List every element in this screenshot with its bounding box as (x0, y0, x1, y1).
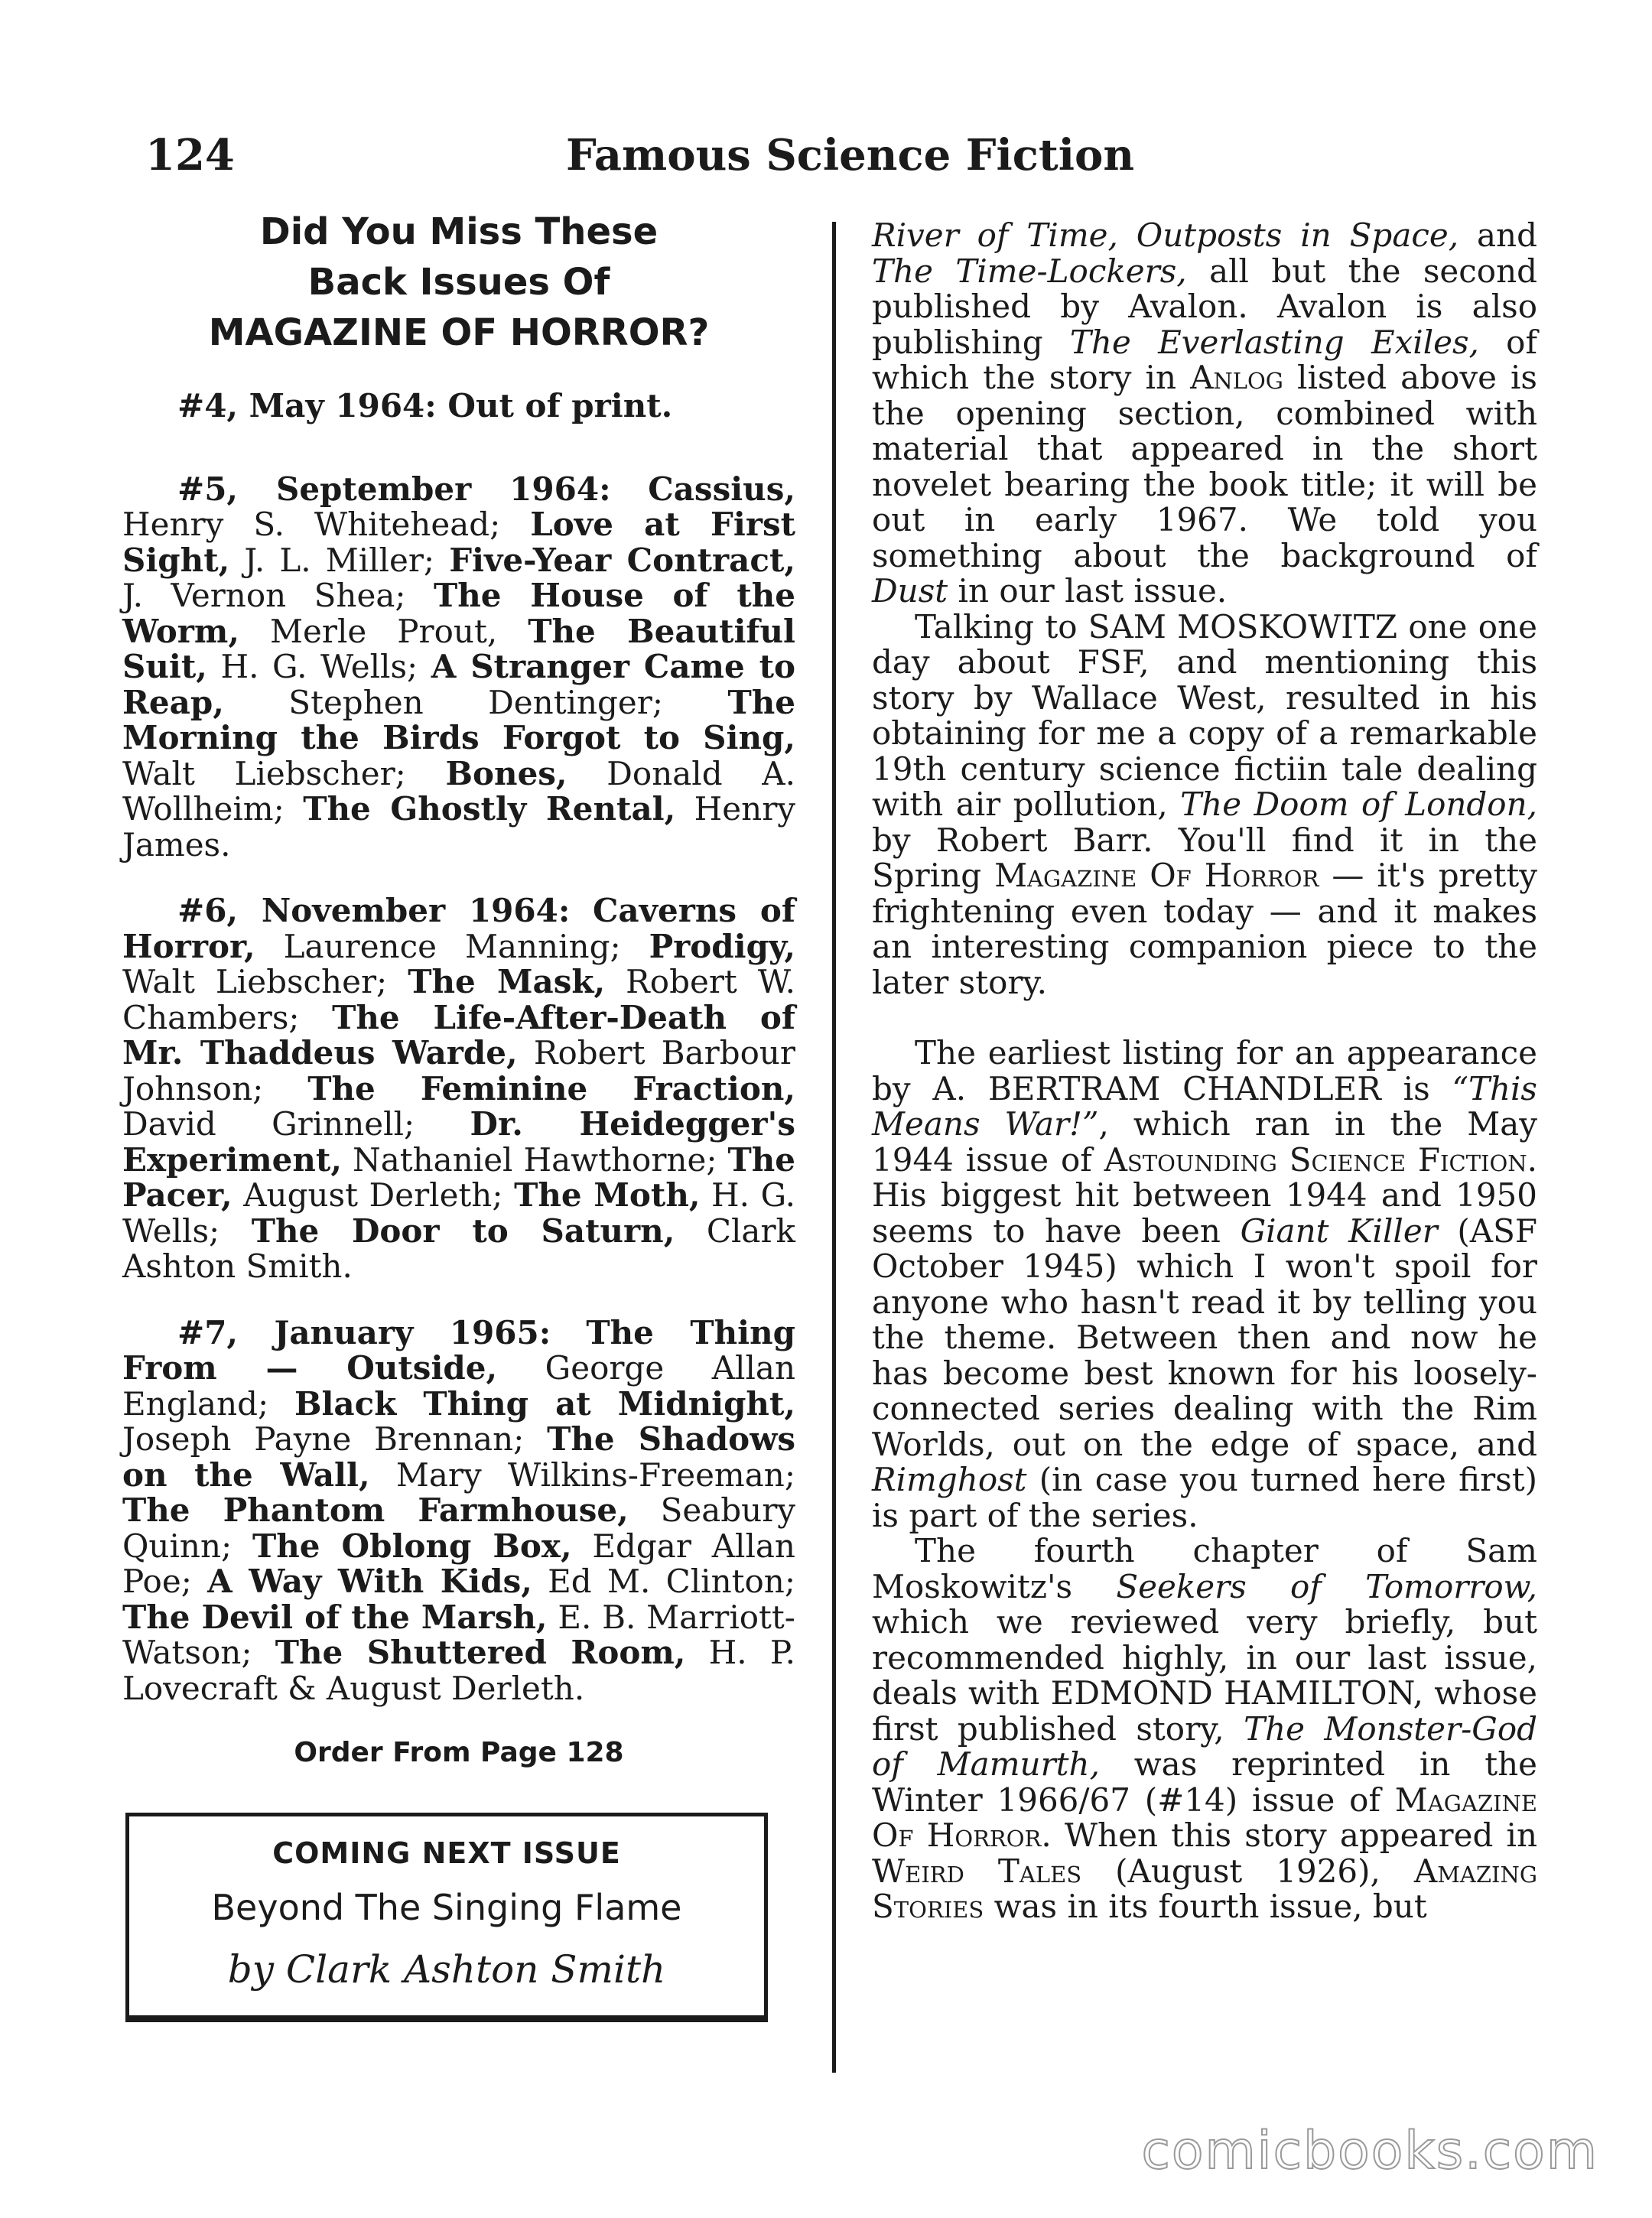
text-run: was reprinted in the Winter 1966/67 (#14) issue of (872, 1745, 1537, 1819)
issue-label: #7, January 1965: (177, 1313, 551, 1351)
coming-next-box (125, 1813, 768, 2022)
issue-entry (122, 893, 795, 1285)
column-divider (832, 222, 836, 2073)
text-run: of which the story in (872, 323, 1538, 396)
story-title: The Moth, (514, 1176, 701, 1214)
story-author: H. G. Wells; (122, 1176, 795, 1250)
small-caps-name: Magazine Of Horror (994, 857, 1319, 894)
coming-next-story: Beyond The Singing Flame (211, 1887, 682, 1928)
italic-title: River of Time, Outposts in Space, (872, 216, 1459, 254)
story-author: Joseph Payne Brennan; (122, 1420, 548, 1458)
text-run: — it's pretty frightening even today — and it makes an interesting companion piece to the later story. (872, 857, 1537, 1001)
story-author: Seabury Quinn; (122, 1491, 795, 1565)
coming-next-title: COMING NEXT ISSUE (272, 1836, 621, 1870)
story-title: The Phantom Farmhouse, (122, 1491, 629, 1529)
order-line: Order From Page 128 (294, 1737, 624, 1768)
story-title: Five-Year Contract, (449, 541, 795, 579)
text-run: When this story appeared in (1051, 1816, 1538, 1854)
story-title: The Feminine Fraction, (307, 1069, 795, 1107)
article-column (872, 218, 1537, 1925)
watermark: comicbooks.com (1141, 2121, 1598, 2181)
story-author: Henry James. (122, 790, 796, 863)
story-title: The Morning the Birds Forgot to Sing, (122, 683, 795, 756)
story-author: Laurence Manning; (255, 927, 649, 965)
text-run: Talking to SAM MOSKOWITZ one one day about FSF, and mentioning this story by Wallace West, resulted in his obtaining for me a copy of a remarkable 19th century science fictiin tale dealing with air pollution, (872, 607, 1537, 823)
issue-label: #6, November 1964: (177, 892, 571, 929)
italic-title: The Time-Lockers, (872, 252, 1187, 290)
story-author: David Grinnell; (122, 1105, 470, 1143)
text-run: was in its fourth issue, but (984, 1888, 1427, 1925)
story-title: The Thing From — Outside, (122, 1313, 795, 1387)
text-run: The fourth chapter of Sam Moskowitz's (872, 1532, 1537, 1605)
story-author: J. L. Miller; (229, 541, 450, 579)
story-author: Henry S. Whitehead; (122, 506, 531, 543)
text-run: (August 1926), (1081, 1852, 1414, 1890)
story-author: August Derleth; (232, 1176, 515, 1214)
text-run: The earliest listing for an appearance by A. BERTRAM CHANDLER is (872, 1034, 1537, 1107)
article-paragraph (872, 218, 1537, 610)
small-caps-name: Astounding Science Fiction. (1104, 1140, 1537, 1179)
page-number: 124 (145, 130, 235, 180)
article-paragraph (872, 607, 1537, 1001)
story-author: H. G. Wells; (206, 648, 431, 685)
issue-entry (122, 472, 795, 863)
text-run: (ASF October 1945) which I won't spoil for anyone who hasn't read it by telling you the theme. Between then and now he has become best known for his loosely-connected series dealing with the Rim Worlds, out on the edge of space, and (872, 1211, 1537, 1463)
article-paragraph (872, 1036, 1537, 1533)
italic-title: Rimghost (872, 1461, 1027, 1498)
story-title: The Ghostly Rental, (303, 790, 676, 828)
text-run: His biggest hit between 1944 and 1950 seems to have been (872, 1176, 1537, 1250)
italic-title: The Doom of London, (1180, 785, 1537, 823)
story-author: H. P. Lovecraft & August Derleth. (122, 1634, 795, 1707)
issue-entry (122, 389, 795, 424)
story-title: A Way With Kids, (207, 1563, 532, 1600)
text-run: and (1459, 216, 1537, 254)
story-title: The Life-After-Death of Mr. Thaddeus Warde, (122, 998, 795, 1072)
story-title: Love at First Sight, (122, 506, 795, 579)
coming-next-author: by Clark Ashton Smith (227, 1947, 666, 1992)
story-title: Dr. Heidegger's Experiment, (122, 1105, 795, 1179)
story-author: Merle Prout, (239, 612, 528, 650)
story-author: Nathaniel Hawthorne; (341, 1140, 728, 1179)
italic-title: Dust (872, 572, 948, 610)
italic-title: Seekers of Tomorrow, (1116, 1567, 1537, 1605)
ad-heading-line: MAGAZINE OF HORROR? (208, 311, 710, 354)
story-author: E. B. Marriott-Watson; (122, 1598, 795, 1671)
story-author: Robert Barbour Johnson; (122, 1034, 795, 1107)
story-author: Ed M. Clinton; (532, 1563, 795, 1600)
story-title: The Beautiful Suit, (122, 612, 795, 685)
story-author: Walt Liebscher; (122, 754, 446, 792)
story-title: Prodigy, (649, 927, 795, 965)
story-title: The Oblong Box, (252, 1527, 572, 1565)
story-title: The House of the Worm, (122, 577, 796, 650)
story-author: Mary Wilkins-Freeman; (369, 1455, 795, 1494)
italic-title: The Everlasting Exiles, (1069, 323, 1479, 361)
italic-title: Giant Killer (1240, 1211, 1438, 1250)
story-title: Black Thing at Midnight, (294, 1384, 795, 1423)
issue-label: #4, May 1964: Out of print. (177, 387, 673, 424)
text-run: which we reviewed very briefly, but recommended highly, in our last issue, deals with EDMOND HAMILTON, whose first published story, (872, 1603, 1537, 1748)
story-title: Cassius, (648, 470, 795, 508)
story-title: The Shadows on the Wall, (122, 1420, 795, 1494)
story-title: A Stranger Came to Reap, (122, 648, 796, 721)
issue-entry (122, 1313, 795, 1707)
text-run: by Robert Barr. You'll find it in the Spring (872, 821, 1537, 894)
page-header (145, 130, 1545, 199)
text-run: (in case you turned here first) is part of the series. (872, 1461, 1537, 1534)
italic-title: The Monster-God of Mamurth, (872, 1709, 1538, 1783)
text-run: in our last issue. (948, 572, 1228, 610)
story-title: The Shuttered Room, (275, 1634, 686, 1671)
story-author: Stephen Dentinger; (223, 683, 728, 721)
story-title: The Devil of the Marsh, (122, 1598, 548, 1636)
text-run: , which ran in the May 1944 issue of (872, 1105, 1537, 1179)
story-author: George Allan England; (122, 1349, 795, 1423)
ad-heading-line: Back Issues Of (307, 261, 610, 304)
story-author: Donald A. Wollheim; (122, 754, 795, 828)
story-title: The Pacer, (122, 1140, 795, 1214)
story-author: J. Vernon Shea; (122, 577, 434, 614)
story-author: Clark Ashton Smith. (122, 1211, 795, 1285)
issue-label: #5, September 1964: (177, 470, 611, 508)
text-run: all but the second published by Avalon. Avalon is also publishing (872, 252, 1538, 361)
small-caps-name: Weird Tales (872, 1852, 1082, 1890)
story-title: Bones, (445, 754, 567, 792)
story-author: Walt Liebscher; (122, 963, 408, 1000)
issue-list (122, 389, 795, 1706)
small-caps-name: Magazine Of Horror. (872, 1781, 1537, 1854)
story-title: The Mask, (408, 963, 606, 1000)
story-title: The Door to Saturn, (251, 1211, 675, 1250)
small-caps-name: Anlog (1190, 359, 1283, 396)
back-issues-ad (122, 207, 795, 2022)
story-author: Edgar Allan Poe; (122, 1527, 795, 1600)
italic-title: “This Means War!” (872, 1069, 1537, 1143)
small-caps-name: Amazing Stories (872, 1852, 1538, 1925)
text-run: listed above is the opening section, combined with material that appeared in the short novelet bearing the book title; it will be out in early 1967. We told you something about the background of (872, 359, 1537, 574)
ad-heading (122, 207, 795, 358)
article-paragraph (872, 1533, 1537, 1925)
story-author: Robert W. Chambers; (122, 963, 796, 1036)
story-title: Caverns of Horror, (122, 892, 795, 965)
ad-heading-line: Did You Miss These (259, 210, 659, 253)
running-title: Famous Science Fiction (566, 130, 1135, 180)
